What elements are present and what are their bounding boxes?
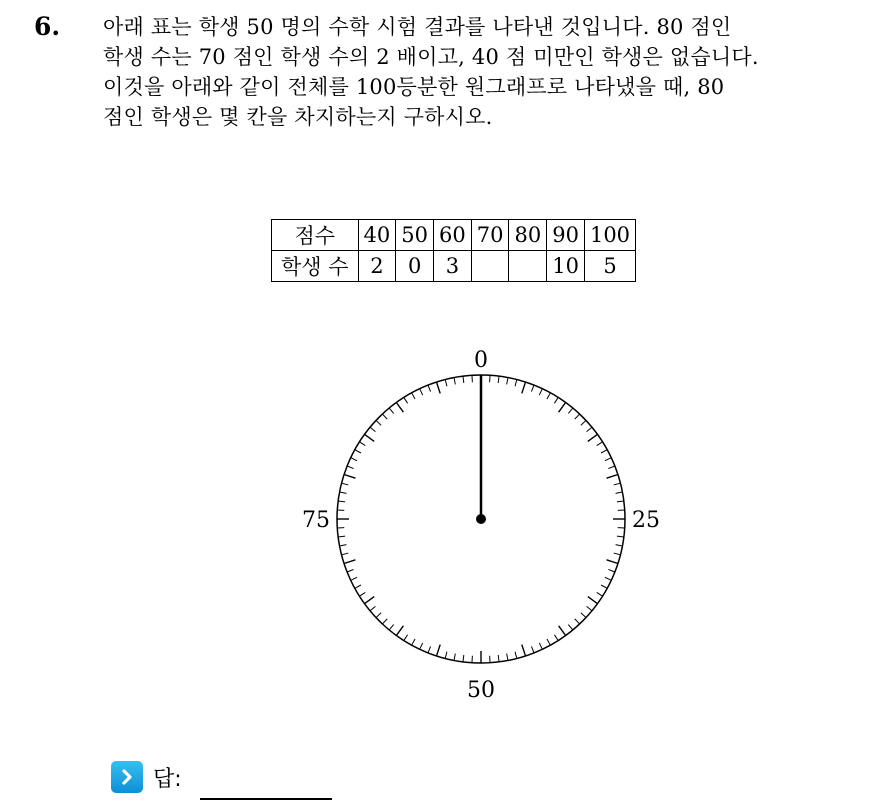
dial-minor-tick <box>412 639 415 645</box>
dial-minor-tick <box>539 643 542 649</box>
dial-label-bottom: 50 <box>467 678 495 703</box>
dial-major-tick <box>559 403 566 413</box>
dial-major-tick <box>437 645 441 656</box>
dial-major-tick <box>522 382 526 393</box>
dial-minor-tick <box>568 408 572 413</box>
dial-major-tick <box>344 560 355 564</box>
dial-major-tick <box>437 382 441 393</box>
dial-minor-tick <box>575 619 580 624</box>
score-cell: 60 <box>434 220 472 251</box>
dial-minor-tick <box>616 492 623 493</box>
dial-minor-tick <box>581 613 586 618</box>
count-cell: 0 <box>396 251 434 282</box>
dial-minor-tick <box>355 585 361 588</box>
score-row <box>272 220 636 251</box>
dial-minor-tick <box>507 378 508 385</box>
dial-minor-tick <box>445 380 447 387</box>
dial-minor-tick <box>404 635 408 641</box>
dial-minor-tick <box>454 378 455 385</box>
dial-minor-tick <box>382 619 387 624</box>
dial-major-tick <box>365 597 375 604</box>
count-cell: 5 <box>584 251 635 282</box>
question-line: 점인 학생은 몇 칸을 차지하는지 구하시오. <box>103 105 493 129</box>
dial-minor-tick <box>420 389 423 395</box>
dial-minor-tick <box>515 652 517 659</box>
row-header-score: 점수 <box>272 220 359 251</box>
dial-minor-tick <box>370 427 375 431</box>
dial-label-top: 0 <box>474 348 488 373</box>
dial-minor-tick <box>539 389 542 395</box>
dial-major-tick <box>588 597 598 604</box>
dial-minor-tick <box>531 646 534 653</box>
question-line: 학생 수는 70 점인 학생 수의 2 배이고, 40 점 미만인 학생은 없습니다. <box>103 45 759 69</box>
dial-minor-tick <box>515 380 517 387</box>
dial-minor-tick <box>597 442 603 446</box>
dial-major-tick <box>588 434 598 441</box>
dial-minor-tick <box>412 393 415 399</box>
dial-minor-tick <box>338 501 345 502</box>
dial-minor-tick <box>597 592 603 596</box>
count-cell: 3 <box>434 251 472 282</box>
question-text <box>103 12 863 132</box>
dial-minor-tick <box>587 606 592 610</box>
dial-minor-tick <box>376 613 381 618</box>
dial-minor-tick <box>338 536 345 537</box>
score-cell: 90 <box>547 220 585 251</box>
dial-minor-tick <box>340 492 347 493</box>
dial-label-left: 75 <box>302 508 330 533</box>
dial-minor-tick <box>605 577 611 580</box>
dial-minor-tick <box>428 385 431 392</box>
dial-minor-tick <box>601 585 607 588</box>
dial-minor-tick <box>359 592 365 596</box>
dial-minor-tick <box>342 483 349 485</box>
dial-minor-tick <box>376 420 381 425</box>
dial-minor-tick <box>463 655 464 662</box>
count-row <box>272 251 636 282</box>
dial-minor-tick <box>507 654 508 661</box>
row-header-count: 학생 수 <box>272 251 359 282</box>
dial-minor-tick <box>382 414 387 419</box>
dial-minor-tick <box>498 376 499 383</box>
count-cell: 2 <box>358 251 396 282</box>
dial-minor-tick <box>547 639 550 645</box>
dial-major-tick <box>559 626 566 636</box>
dial-minor-tick <box>605 458 611 461</box>
score-cell: 80 <box>509 220 547 251</box>
dial-minor-tick <box>614 483 621 485</box>
answer-label: 답: <box>153 766 182 792</box>
dial-major-tick <box>344 475 355 479</box>
dial-minor-tick <box>601 450 607 453</box>
score-cell: 40 <box>358 220 396 251</box>
dial-minor-tick <box>608 466 615 469</box>
score-cell: 100 <box>584 220 635 251</box>
dial-minor-tick <box>498 655 499 662</box>
dial-major-tick <box>396 403 403 413</box>
score-cell: 70 <box>471 220 509 251</box>
dial-minor-tick <box>614 553 621 555</box>
dial-major-tick <box>522 645 526 656</box>
dial-minor-tick <box>340 545 347 546</box>
dial-minor-tick <box>404 397 408 403</box>
question-number: 6. <box>34 12 61 41</box>
dial-minor-tick <box>463 376 464 383</box>
dial-minor-tick <box>454 654 455 661</box>
chevron-right-icon <box>111 761 143 793</box>
dial-minor-tick <box>445 652 447 659</box>
dial-major-tick <box>607 560 618 564</box>
hundred-division-circle-graph <box>280 335 680 705</box>
dial-minor-tick <box>554 397 558 403</box>
count-cell: 10 <box>547 251 585 282</box>
count-cell <box>471 251 509 282</box>
answer-blank[interactable] <box>200 762 332 800</box>
dial-minor-tick <box>547 393 550 399</box>
dial-minor-tick <box>342 553 349 555</box>
dial-minor-tick <box>428 646 431 653</box>
answer-area <box>111 760 332 794</box>
dial-minor-tick <box>351 458 357 461</box>
dial-minor-tick <box>370 606 375 610</box>
dial-minor-tick <box>347 569 354 572</box>
dial-major-tick <box>365 434 375 441</box>
dial-minor-tick <box>420 643 423 649</box>
dial-minor-tick <box>581 420 586 425</box>
dial-minor-tick <box>617 501 624 502</box>
dial-minor-tick <box>554 635 558 641</box>
dial-major-tick <box>396 626 403 636</box>
dial-minor-tick <box>608 569 615 572</box>
dial-label-right: 25 <box>632 508 660 533</box>
dial-minor-tick <box>616 545 623 546</box>
dial-minor-tick <box>389 408 393 413</box>
question-line: 아래 표는 학생 50 명의 수학 시험 결과를 나타낸 것입니다. 80 점인 <box>103 15 732 39</box>
score-table <box>271 219 636 282</box>
question-line: 이것을 아래와 같이 전체를 100등분한 원그래프로 나타냈을 때, 80 <box>103 75 725 99</box>
dial-center-dot <box>476 514 486 524</box>
dial-major-tick <box>607 475 618 479</box>
dial-minor-tick <box>355 450 361 453</box>
dial-minor-tick <box>351 577 357 580</box>
count-cell <box>509 251 547 282</box>
score-cell: 50 <box>396 220 434 251</box>
dial-minor-tick <box>568 625 572 630</box>
dial-minor-tick <box>617 536 624 537</box>
dial-minor-tick <box>389 625 393 630</box>
dial-minor-tick <box>359 442 365 446</box>
dial-minor-tick <box>575 414 580 419</box>
dial-minor-tick <box>531 385 534 392</box>
dial-minor-tick <box>587 427 592 431</box>
dial-minor-tick <box>347 466 354 469</box>
